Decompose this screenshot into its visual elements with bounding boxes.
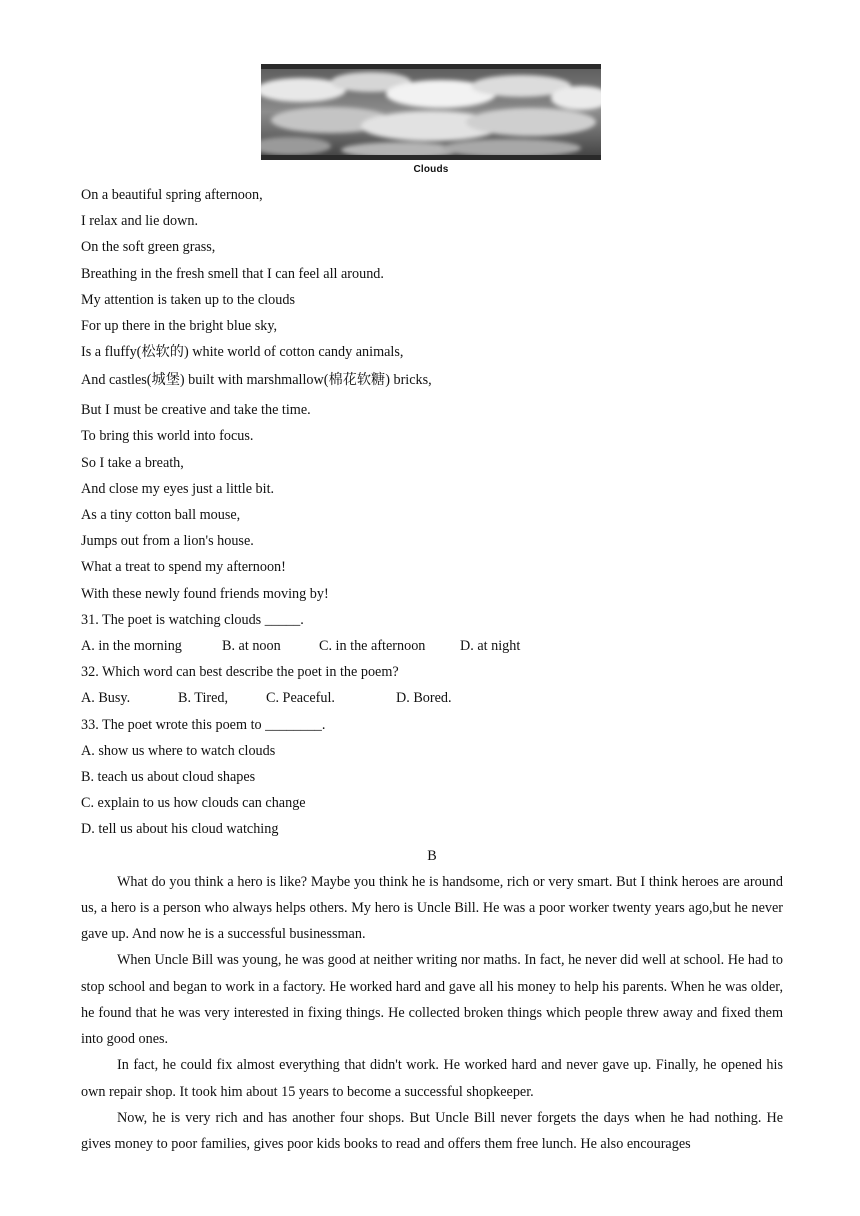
option-a: A. show us where to watch clouds xyxy=(81,742,276,759)
option-b: B. Tired, xyxy=(178,690,229,707)
passage-paragraph: Now, he is very rich and has another four shops. But Uncle Bill never forgets the days when he had nothing. He gives money to poor families, gives poor kids books to read and offers them free lunch. He also encourages xyxy=(81,1109,783,1152)
poem-line: And castles(城堡) built with marshmallow(棉花软糖) bricks, xyxy=(81,372,432,389)
clouds-photo xyxy=(261,64,601,160)
poem-line: What a treat to spend my afternoon! xyxy=(81,559,286,576)
option-a: A. Busy. xyxy=(81,690,131,707)
poem-line: On a beautiful spring afternoon, xyxy=(81,187,263,203)
figure-caption: Clouds xyxy=(413,164,449,175)
clouds-figure xyxy=(261,64,601,175)
poem-line: So I take a breath, xyxy=(81,454,184,471)
question-33 xyxy=(81,712,783,843)
question-stem: 33. The poet wrote this poem to ________. xyxy=(81,716,326,733)
poem-line: And close my eyes just a little bit. xyxy=(81,480,275,497)
question-32 xyxy=(81,659,783,711)
question-options xyxy=(81,633,783,659)
poem xyxy=(81,182,783,607)
document-body xyxy=(81,182,783,1157)
option-b: B. at noon xyxy=(222,638,281,655)
option-d: D. at night xyxy=(460,638,521,655)
poem-line: My attention is taken up to the clouds xyxy=(81,291,295,308)
option-b: B. teach us about cloud shapes xyxy=(81,769,256,786)
poem-line: I relax and lie down. xyxy=(81,213,199,230)
option-c: C. explain to us how clouds can change xyxy=(81,795,306,812)
poem-line: To bring this world into focus. xyxy=(81,428,254,445)
poem-line: With these newly found friends moving by! xyxy=(81,585,329,602)
option-d: D. tell us about his cloud watching xyxy=(81,821,279,838)
question-options xyxy=(81,685,783,711)
option-a: A. in the morning xyxy=(81,638,182,655)
passage-paragraph: What do you think a hero is like? Maybe you think he is handsome, rich or very smart. But I think heroes are around us, a hero is a person who always helps others. My hero is Uncle Bill. He was a poor worker twenty years ago,but he never gave up. And now he is a successful businessman. xyxy=(81,873,783,943)
poem-line: As a tiny cotton ball mouse, xyxy=(81,507,241,524)
passage-b xyxy=(81,869,783,1157)
poem-line: Jumps out from a lion's house. xyxy=(81,533,254,550)
question-stem: 31. The poet is watching clouds _____. xyxy=(81,611,304,628)
poem-line: For up there in the bright blue sky, xyxy=(81,318,278,335)
poem-line: Is a fluffy(松软的) white world of cotton candy animals, xyxy=(81,344,404,361)
question-31 xyxy=(81,607,783,659)
poem-line: But I must be creative and take the time. xyxy=(81,402,311,419)
option-c: C. Peaceful. xyxy=(266,690,335,707)
question-stem: 32. Which word can best describe the poet in the poem? xyxy=(81,664,399,681)
poem-line: Breathing in the fresh smell that I can feel all around. xyxy=(81,265,384,282)
passage-paragraph: In fact, he could fix almost everything that didn't work. He worked hard and never gave up. Finally, he opened his own repair shop. It took him about 15 years to become a successful shopkeeper. xyxy=(81,1057,783,1100)
option-d: D. Bored. xyxy=(396,690,452,707)
section-heading: B xyxy=(427,847,437,864)
poem-line: On the soft green grass, xyxy=(81,239,216,256)
option-c: C. in the afternoon xyxy=(319,638,426,655)
passage-paragraph: When Uncle Bill was young, he was good at neither writing nor maths. In fact, he never did well at school. He had to stop school and began to work in a factory. He worked hard and gave all his money to help his parents. When he was older, he found that he was very interested in fixing things. He collected broken things which people threw away and fixed them into good ones. xyxy=(81,952,783,1048)
